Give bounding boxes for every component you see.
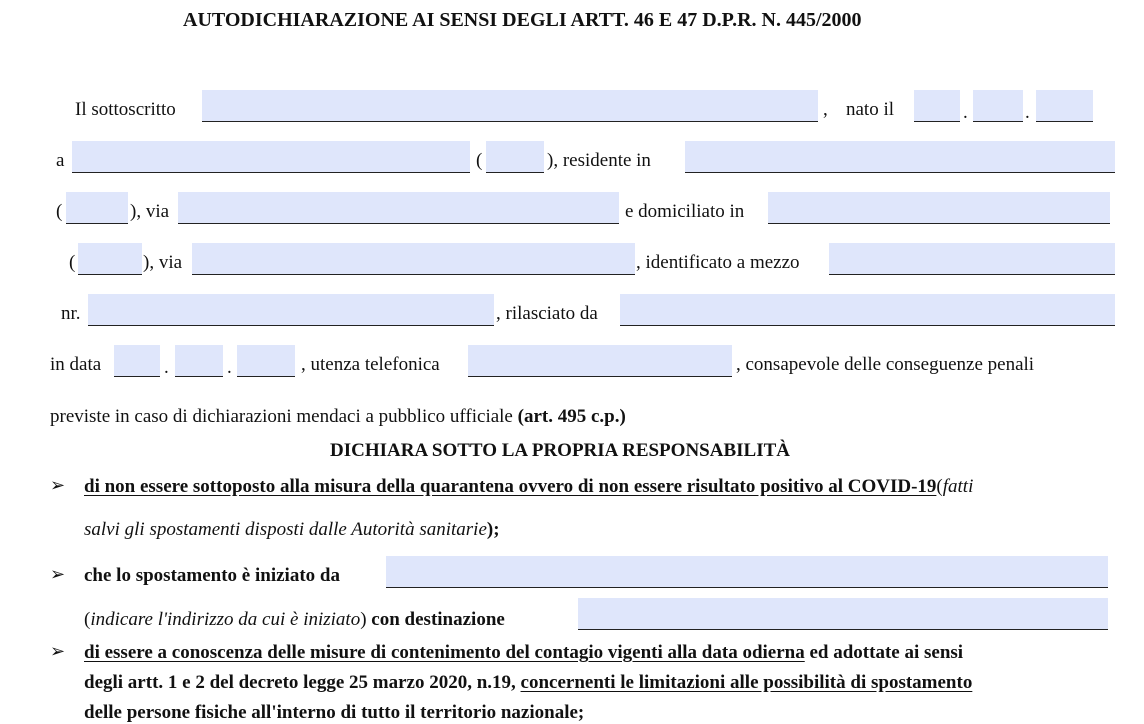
phone-field[interactable] xyxy=(468,345,732,377)
conoscenza-text: di essere a conoscenza delle misure di contenimento del contagio vigenti alla data odierna xyxy=(84,642,805,663)
label-nato-il: nato il xyxy=(846,99,895,120)
issuer-field[interactable] xyxy=(620,294,1115,326)
issue-day-field[interactable] xyxy=(114,345,160,377)
previste-text: previste in caso di dichiarazioni mendaci a pubblico ufficiale xyxy=(50,406,513,427)
paren-open: ( xyxy=(936,476,943,497)
label-consapevole: , consapevole delle conseguenze penali xyxy=(736,354,1035,375)
limitazioni-text: concernenti le limitazioni alle possibilità di spostamento xyxy=(520,672,973,693)
date-separator: . xyxy=(164,357,169,378)
birthplace-field[interactable] xyxy=(72,141,470,173)
bullet-quarantena xyxy=(84,476,973,498)
label-via: ), via xyxy=(130,201,170,222)
dichiara-heading: DICHIARA SOTTO LA PROPRIA RESPONSABILITÀ xyxy=(330,440,790,461)
residence-province-field[interactable] xyxy=(66,192,128,224)
domicile-city-field[interactable] xyxy=(768,192,1110,224)
domicile-street-field[interactable] xyxy=(192,243,635,275)
birth-year-field[interactable] xyxy=(1036,90,1093,122)
document-number-field[interactable] xyxy=(88,294,494,326)
bullet-arrow-icon: ➢ xyxy=(50,641,66,661)
birth-province-field[interactable] xyxy=(486,141,544,173)
label-utenza: , utenza telefonica xyxy=(301,354,440,375)
label-in-data: in data xyxy=(50,354,102,375)
domicile-province-field[interactable] xyxy=(78,243,142,275)
date-separator: . xyxy=(227,357,232,378)
residence-street-field[interactable] xyxy=(178,192,619,224)
bullet-conoscenza-line2 xyxy=(84,672,972,694)
origin-address-field[interactable] xyxy=(386,556,1108,588)
bullet-arrow-icon: ➢ xyxy=(50,475,66,495)
destinazione-text: con destinazione xyxy=(371,609,505,630)
label-previste xyxy=(50,406,626,428)
birth-month-field[interactable] xyxy=(973,90,1023,122)
label-spostamento: che lo spostamento è iniziato da xyxy=(84,565,340,586)
destination-field[interactable] xyxy=(578,598,1108,630)
art495-text: (art. 495 c.p.) xyxy=(517,406,626,427)
fatti-text: fatti xyxy=(942,476,974,497)
paren-close: ); xyxy=(486,519,500,540)
label-nr: nr. xyxy=(61,303,81,324)
issue-year-field[interactable] xyxy=(237,345,295,377)
conoscenza-tail: ed adottate ai sensi xyxy=(809,642,964,663)
paren-open: ( xyxy=(56,201,63,222)
label-identificato: , identificato a mezzo xyxy=(636,252,800,273)
bullet-conoscenza-line3: delle persone fisiche all'interno di tutto il territorio nazionale; xyxy=(84,702,585,723)
label-rilasciato: , rilasciato da xyxy=(496,303,598,324)
label-a: a xyxy=(56,150,65,171)
bullet-conoscenza xyxy=(84,642,963,664)
quarantena-text: di non essere sottoposto alla misura della quarantena ovvero di non essere risultato positivo al COVID-19 xyxy=(84,476,937,497)
document-type-field[interactable] xyxy=(829,243,1115,275)
bullet-arrow-icon: ➢ xyxy=(50,564,66,584)
residence-city-field[interactable] xyxy=(685,141,1115,173)
issue-month-field[interactable] xyxy=(175,345,223,377)
indirizzo-hint: indicare l'indirizzo da cui è iniziato xyxy=(90,609,361,630)
autorita-text: salvi gli spostamenti disposti dalle Autorità sanitarie xyxy=(84,519,487,540)
name-field[interactable] xyxy=(202,90,818,122)
label-residente: ), residente in xyxy=(547,150,651,171)
date-separator: . xyxy=(963,102,968,123)
label-indirizzo xyxy=(84,609,505,631)
label-domiciliato: e domiciliato in xyxy=(625,201,745,222)
label-comma: , xyxy=(823,99,828,120)
label-via: ), via xyxy=(143,252,183,273)
page-title: AUTODICHIARAZIONE AI SENSI DEGLI ARTT. 46 E 47 D.P.R. N. 445/2000 xyxy=(183,9,862,31)
bullet-quarantena-line2 xyxy=(84,519,500,541)
date-separator: . xyxy=(1025,102,1030,123)
paren-open: ( xyxy=(84,609,91,630)
decreto-text: degli artt. 1 e 2 del decreto legge 25 marzo 2020, n.19, xyxy=(84,672,516,693)
birth-day-field[interactable] xyxy=(914,90,960,122)
paren-close: ) xyxy=(360,609,367,630)
label-sottoscritto: Il sottoscritto xyxy=(75,99,176,120)
paren-open: ( xyxy=(69,252,76,273)
paren-open: ( xyxy=(476,150,483,171)
